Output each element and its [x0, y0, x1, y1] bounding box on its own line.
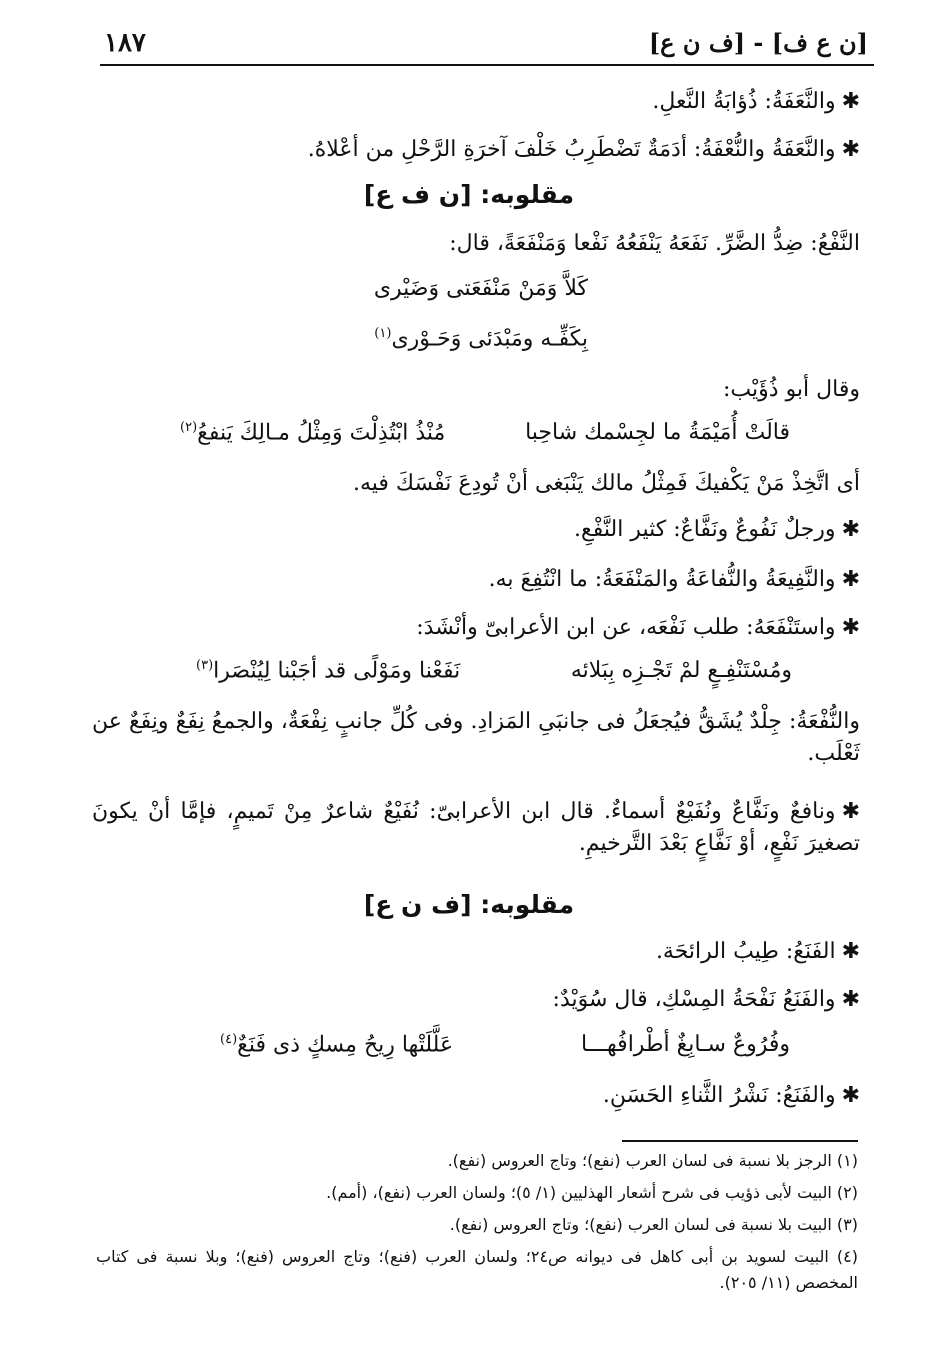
verse-hemistich-right: قالَتْ أُمَيْمَةُ ما لجِسْمك شاحِبا	[525, 420, 790, 445]
entry-paragraph	[92, 796, 860, 860]
entry-text: ونافعٌ ونَفَّاعٌ ونُفَيْعٌ أسماءٌ. قال ابن الأعرابىّ: نُفَيْعٌ شاعرٌ مِنْ تَميمٍ، فإمَّا أنْ يكونَ تصغيرَ نَفْعٍ، أوْ نَفَّاعٍ بَعْدَ التَّرخيمِ.	[92, 799, 860, 856]
footnote-marker: (٤)	[220, 1032, 238, 1047]
entry-line: وقال أبو ذُؤَيْب:	[723, 377, 860, 402]
verse-text: نَفَعْنا ومَوْلًى قد أجَبْنا لِيُنْصَرا	[213, 658, 461, 684]
bullet-icon: ✱	[841, 987, 860, 1012]
entry-text: ورجلٌ نَفُوعٌ ونَفَّاعٌ: كثير النَّفْعِ.	[574, 517, 836, 542]
verse-hemistich-left	[196, 658, 460, 683]
verse-hemistich-right: ومُسْتَنْفِـعٍ لمْ تَجْـزِه بِبَلائه	[570, 658, 792, 683]
entry-text: والنَّفِيعَةُ والنُّفاعَةُ والمَنْفَعَةُ: ما انْتُفِعَ به.	[488, 567, 836, 592]
verse-line	[374, 326, 588, 351]
entry-line	[92, 514, 860, 546]
bullet-icon: ✱	[841, 1083, 860, 1108]
bullet-icon: ✱	[841, 567, 860, 592]
footnote-marker: (١)	[374, 326, 392, 341]
verse-line: كَلاَّ وَمَنْ مَنْفَعَتى وَضَيْرى	[373, 276, 588, 301]
entry-line	[92, 134, 860, 166]
entry-line	[92, 564, 860, 596]
bullet-icon: ✱	[841, 517, 860, 542]
verse-hemistich-left	[180, 420, 445, 445]
footnote: (٣) البيت بلا نسبة فى لسان العرب (نفع)؛ وتاج العروس (نفع).	[449, 1215, 858, 1234]
entry-line	[92, 984, 860, 1016]
entry-text: والفَنَعُ نَفْحَةُ المِسْكِ، قال سُوَيْدٌ:	[552, 987, 836, 1012]
entry-paragraph: والنُّفْعَةُ: جِلْدٌ يُشَقُّ فيُجعَلُ فى جانبَىِ المَزادِ. وفى كُلِّ جانبٍ نِفْعَةٌ، والجمعُ نِفَعٌ ونِفَعٌ عن ثَعْلَب.	[92, 709, 860, 766]
bullet-icon: ✱	[841, 615, 860, 640]
page-number: ١٨٧	[104, 28, 146, 58]
footnote-marker: (٣)	[196, 658, 214, 673]
entry-text: والنَّعَفَةُ والنُّعْفَةُ: أدَمَةٌ تَضْطَرِبُ خَلْفَ آخرَةِ الرَّحْلِ من أعْلاهُ.	[307, 137, 836, 162]
header-rule	[100, 64, 874, 66]
footnote: (١) الرجز بلا نسبة فى لسان العرب (نفع)؛ وتاج العروس (نفع).	[447, 1151, 858, 1170]
footnote-rule	[622, 1140, 858, 1142]
running-title: [ن ع ف] - [ف ن ع]	[648, 28, 868, 57]
entry-line: أى اتَّخِذْ مَنْ يَكْفيكَ فَمِثْلُ مالك يَنْبَغى أنْ تُودِعَ نَفْسَكَ فيه.	[352, 471, 860, 496]
bullet-icon: ✱	[841, 137, 860, 162]
footnote: (٢) البيت لأبى ذؤيب فى شرح أشعار الهذليين (١/ ٥)؛ ولسان العرب (نفع)، (أمم).	[326, 1183, 858, 1202]
entry-line	[92, 86, 860, 118]
entry-text: واستَنْفَعَهُ: طلب نَفْعَه، عن ابن الأعرابىّ وأنْشَدَ:	[416, 615, 836, 640]
verse-text: بِكَفِّـه ومَبْدَئى وَحَـوْرى	[391, 326, 588, 352]
verse-hemistich-left	[220, 1032, 453, 1057]
section-heading: مقلوبه: [ف ن ع]	[363, 890, 575, 919]
entry-text: والنَّعَفَةُ: ذُؤابَةُ النَّعلِ.	[652, 89, 836, 114]
bullet-icon: ✱	[841, 799, 860, 824]
verse-hemistich-right: وفُرُوعٌ سـابِغٌ أطْرافُهـــا	[581, 1032, 790, 1057]
footnote: (٤) البيت لسويد بن أبى كاهل فى ديوانه ص٢٤؛ ولسان العرب (فنع)؛ وتاج العروس (فنع)؛ وبلا نسبة فى كتاب المخصص (١١/ ٢٠٥).	[96, 1247, 859, 1292]
verse-text: مُنْذُ ابْتُذِلْتَ وَمِثْلُ مـالِكَ يَنفعُ	[197, 420, 446, 446]
section-heading: مقلوبه: [ن ف ع]	[363, 180, 575, 209]
entry-line	[92, 936, 860, 968]
bullet-icon: ✱	[841, 89, 860, 114]
verse-text: عَلَّلَتْها رِيحُ مِسكٍ ذى فَنَعٌ	[237, 1032, 454, 1058]
entry-line: النَّفْعُ: ضِدُّ الضَّرِّ. نَفَعَهُ يَنْفَعُهُ نَفْعا وَمَنْفَعَةً، قال:	[449, 231, 860, 256]
entry-text: الفَنَعُ: طِيبُ الرائحَة.	[655, 939, 836, 964]
entry-line	[92, 612, 860, 644]
bullet-icon: ✱	[841, 939, 860, 964]
footnote-marker: (٢)	[180, 420, 198, 435]
entry-text: والفَنَعُ: نَشْرُ الثَّناءِ الحَسَنِ.	[602, 1083, 836, 1108]
entry-line	[92, 1080, 860, 1112]
